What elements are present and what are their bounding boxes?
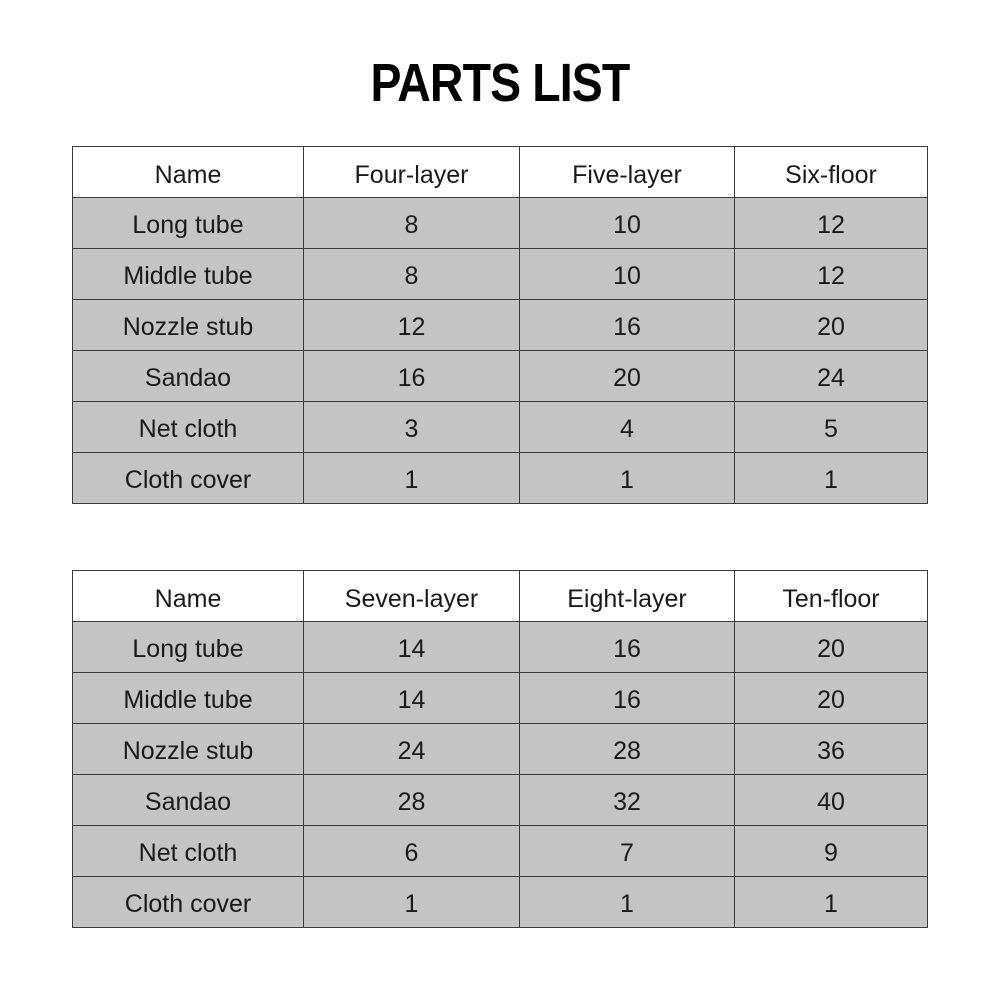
row-name-cell: Cloth cover [73, 453, 304, 504]
row-name-cell: Middle tube [73, 673, 304, 724]
quantity-cell: 12 [735, 198, 928, 249]
table-row [73, 673, 928, 724]
quantity-cell: 28 [304, 775, 520, 826]
row-name-cell: Net cloth [73, 826, 304, 877]
row-name-cell: Sandao [73, 775, 304, 826]
table-row [73, 622, 928, 673]
quantity-cell: 14 [304, 622, 520, 673]
quantity-cell: 20 [735, 622, 928, 673]
quantity-cell: 1 [304, 877, 520, 928]
table-row [73, 724, 928, 775]
table-row [73, 826, 928, 877]
quantity-cell: 12 [304, 300, 520, 351]
quantity-cell: 16 [520, 622, 735, 673]
row-name-cell: Cloth cover [73, 877, 304, 928]
table-row [73, 249, 928, 300]
parts-table-2 [72, 570, 928, 928]
quantity-cell: 5 [735, 402, 928, 453]
table-row [73, 300, 928, 351]
parts-table-1 [72, 146, 928, 504]
quantity-cell: 10 [520, 249, 735, 300]
row-name-cell: Long tube [73, 198, 304, 249]
quantity-cell: 16 [520, 300, 735, 351]
table-header-row [73, 571, 928, 622]
quantity-cell: 1 [304, 453, 520, 504]
quantity-cell: 24 [735, 351, 928, 402]
header-cell-name: Name [73, 571, 304, 622]
quantity-cell: 3 [304, 402, 520, 453]
table-header-row [73, 147, 928, 198]
table-row [73, 351, 928, 402]
row-name-cell: Middle tube [73, 249, 304, 300]
row-name-cell: Sandao [73, 351, 304, 402]
quantity-cell: 4 [520, 402, 735, 453]
header-cell-seven-layer: Seven-layer [304, 571, 520, 622]
quantity-cell: 24 [304, 724, 520, 775]
quantity-cell: 1 [520, 453, 735, 504]
table-row [73, 198, 928, 249]
quantity-cell: 7 [520, 826, 735, 877]
quantity-cell: 10 [520, 198, 735, 249]
quantity-cell: 28 [520, 724, 735, 775]
quantity-cell: 12 [735, 249, 928, 300]
page-title: PARTS LIST [370, 53, 630, 113]
quantity-cell: 14 [304, 673, 520, 724]
quantity-cell: 1 [735, 453, 928, 504]
header-cell-six-floor: Six-floor [735, 147, 928, 198]
row-name-cell: Net cloth [73, 402, 304, 453]
quantity-cell: 8 [304, 198, 520, 249]
row-name-cell: Nozzle stub [73, 724, 304, 775]
quantity-cell: 16 [520, 673, 735, 724]
quantity-cell: 1 [520, 877, 735, 928]
quantity-cell: 20 [735, 300, 928, 351]
header-cell-eight-layer: Eight-layer [520, 571, 735, 622]
header-cell-ten-floor: Ten-floor [735, 571, 928, 622]
header-cell-five-layer: Five-layer [520, 147, 735, 198]
row-name-cell: Nozzle stub [73, 300, 304, 351]
quantity-cell: 6 [304, 826, 520, 877]
quantity-cell: 32 [520, 775, 735, 826]
row-name-cell: Long tube [73, 622, 304, 673]
header-cell-four-layer: Four-layer [304, 147, 520, 198]
quantity-cell: 16 [304, 351, 520, 402]
table-row [73, 877, 928, 928]
quantity-cell: 8 [304, 249, 520, 300]
table-row [73, 453, 928, 504]
quantity-cell: 40 [735, 775, 928, 826]
quantity-cell: 9 [735, 826, 928, 877]
quantity-cell: 20 [735, 673, 928, 724]
quantity-cell: 1 [735, 877, 928, 928]
table-row [73, 775, 928, 826]
quantity-cell: 20 [520, 351, 735, 402]
table-row [73, 402, 928, 453]
quantity-cell: 36 [735, 724, 928, 775]
header-cell-name: Name [73, 147, 304, 198]
